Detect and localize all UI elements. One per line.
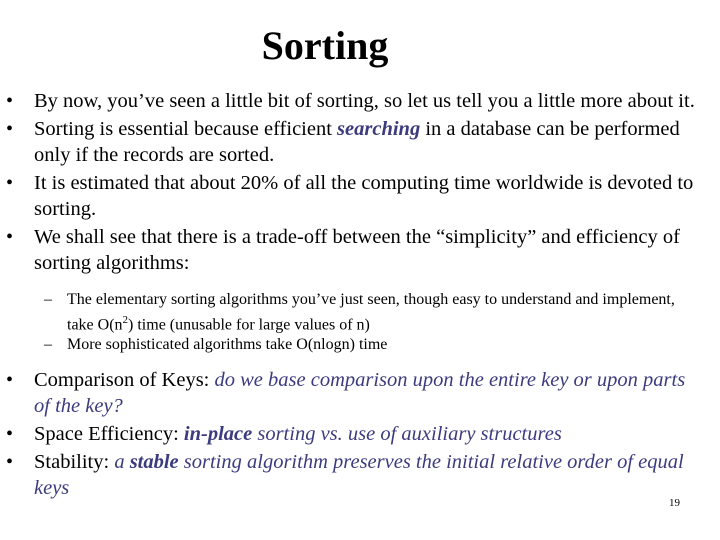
bullet-emphasis: a stable sorting algorithm preserves the initial relative order of equal keys (34, 451, 684, 500)
bullet-text: It is estimated that about 20% of all the computing time worldwide is devoted to sorting. (34, 172, 694, 220)
bullet-text: We shall see that there is a trade-off between the “simplicity” and efficiency of sorting algorithms: (34, 226, 680, 274)
bullet-dot-icon: • (6, 118, 14, 140)
sub-bullet-text-post: ) time (unusable for large values of n) (128, 316, 370, 334)
bullet-dot-icon: • (6, 369, 14, 392)
bullet-list (0, 88, 720, 503)
bullet-text-pre: Sorting is essential because efficient (34, 118, 338, 140)
sub-bullet-text-pre: The elementary sorting algorithms you’ve just seen, though easy to understand and implement, take O(n (67, 291, 675, 334)
bullet-emphasis: in-place sorting vs. use of auxiliary structures (183, 423, 562, 446)
bullet-item (0, 367, 720, 419)
dash-icon: – (44, 291, 52, 308)
bullet-item (0, 421, 720, 447)
bullet-emphasis: searching (337, 118, 421, 140)
sub-bullet-item (0, 335, 720, 355)
bullet-dot-icon: • (6, 226, 14, 248)
bullet-item (0, 88, 720, 114)
bullet-label: Space Efficiency: (34, 423, 184, 446)
bullet-emphasis: do we base comparison upon the entire key or upon parts of the key? (34, 369, 686, 418)
bullet-dot-icon: • (6, 451, 14, 474)
bullet-label: Comparison of Keys: (34, 369, 215, 392)
sub-bullet-item (0, 290, 720, 335)
bullet-dot-icon: • (6, 90, 14, 112)
dash-icon: – (44, 336, 52, 354)
bullet-text: By now, you’ve seen a little bit of sorting, so let us tell you a little more about it. (34, 90, 695, 112)
bullet-dot-icon: • (6, 172, 14, 194)
bullet-item (0, 170, 720, 222)
sub-bullet-text: More sophisticated algorithms take O(nlogn) time (67, 336, 388, 354)
slide-title: Sorting (261, 23, 389, 68)
bullet-text-post: in a database can be performed only if the records are sorted. (34, 118, 680, 166)
page-number: 19 (669, 497, 680, 509)
bullet-dot-icon: • (6, 423, 14, 446)
bullet-item (0, 449, 720, 501)
bullet-item (0, 224, 720, 276)
bullet-item (0, 116, 720, 168)
bullet-label: Stability: (34, 451, 115, 474)
superscript: 2 (122, 314, 129, 326)
